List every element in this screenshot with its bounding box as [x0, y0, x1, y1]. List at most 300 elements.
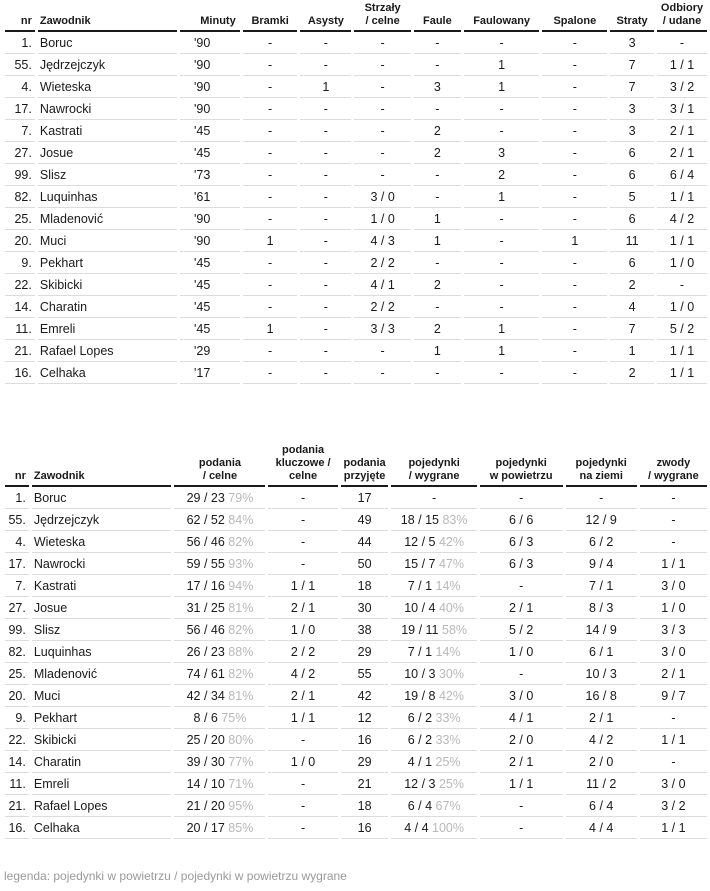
- cell-fouled: 1: [464, 54, 540, 76]
- cell-recoveries: 6 / 4: [657, 164, 707, 186]
- cell-duels: [391, 619, 476, 641]
- duels-percent: 14%: [435, 644, 461, 659]
- cell-nr: 82.: [5, 186, 35, 208]
- cell-dribbles: 1 / 1: [640, 729, 707, 751]
- cell-nr: 82.: [5, 641, 29, 663]
- cell-duels: [391, 817, 476, 839]
- cell-offsides: -: [542, 76, 607, 98]
- cell-fouled: -: [464, 296, 540, 318]
- cell-recoveries: 4 / 2: [657, 208, 707, 230]
- table-row: [5, 274, 707, 296]
- cell-dribbles: 2 / 1: [640, 663, 707, 685]
- cell-goals: -: [243, 164, 298, 186]
- cell-minutes: '90: [180, 98, 240, 120]
- cell-passes: [174, 795, 265, 817]
- cell-shots: -: [354, 164, 411, 186]
- cell-shots: -: [354, 32, 411, 54]
- cell-player: Wieteska: [32, 531, 172, 553]
- cell-recoveries: 1 / 1: [657, 230, 707, 252]
- cell-aerial-duels: -: [480, 817, 563, 839]
- cell-nr: 4.: [5, 76, 35, 98]
- col-header-player: Zawodnik: [38, 2, 177, 32]
- cell-ground-duels: 9 / 4: [566, 553, 637, 575]
- cell-aerial-duels: 3 / 0: [480, 685, 563, 707]
- cell-losses: 7: [610, 76, 654, 98]
- col-header-player: Zawodnik: [32, 444, 172, 487]
- table-row: [5, 362, 707, 384]
- cell-nr: 21.: [5, 795, 29, 817]
- cell-offsides: -: [542, 186, 607, 208]
- cell-fouls: 2: [414, 120, 461, 142]
- cell-nr: 9.: [5, 252, 35, 274]
- cell-offsides: -: [542, 120, 607, 142]
- passes-percent: 77%: [228, 754, 254, 769]
- cell-goals: -: [243, 296, 298, 318]
- cell-goals: -: [243, 98, 298, 120]
- cell-dribbles: -: [640, 751, 707, 773]
- cell-passes: [174, 773, 265, 795]
- cell-received: 29: [341, 751, 389, 773]
- cell-offsides: -: [542, 274, 607, 296]
- cell-aerial-duels: 6 / 3: [480, 553, 563, 575]
- duels-value: 4 / 4: [404, 820, 429, 835]
- passes-percent: 93%: [228, 556, 254, 571]
- cell-player: Rafael Lopes: [32, 795, 172, 817]
- table-row: [5, 76, 707, 98]
- cell-dribbles: -: [640, 531, 707, 553]
- cell-losses: 3: [610, 32, 654, 54]
- cell-aerial-duels: 6 / 3: [480, 531, 563, 553]
- col-header-goals: Bramki: [243, 2, 298, 32]
- col-header-nr: nr: [5, 444, 29, 487]
- cell-shots: 3 / 0: [354, 186, 411, 208]
- cell-duels: [391, 509, 476, 531]
- cell-dribbles: 1 / 1: [640, 553, 707, 575]
- table-row: [5, 164, 707, 186]
- cell-offsides: -: [542, 54, 607, 76]
- passes-value: 8 / 6: [193, 710, 218, 725]
- duels-percent: 30%: [438, 666, 465, 681]
- duels-percent: 33%: [435, 732, 461, 747]
- cell-losses: 6: [610, 164, 654, 186]
- cell-losses: 11: [610, 230, 654, 252]
- cell-nr: 55.: [5, 509, 29, 531]
- table-row: [5, 531, 707, 553]
- cell-key-passes: 2 / 1: [268, 597, 337, 619]
- cell-nr: 17.: [5, 553, 29, 575]
- table-row: [5, 773, 707, 795]
- cell-player: Celhaka: [32, 817, 172, 839]
- cell-ground-duels: 14 / 9: [566, 619, 637, 641]
- cell-fouled: -: [464, 274, 540, 296]
- cell-fouls: 1: [414, 230, 461, 252]
- passes-percent: 75%: [221, 710, 247, 725]
- cell-dribbles: 3 / 3: [640, 619, 707, 641]
- cell-assists: -: [300, 142, 351, 164]
- passes-value: 29 / 23: [186, 490, 225, 505]
- duels-value: 12 / 3: [404, 776, 436, 791]
- cell-fouls: 1: [414, 208, 461, 230]
- cell-nr: 16.: [5, 362, 35, 384]
- cell-offsides: -: [542, 340, 607, 362]
- cell-passes: [174, 729, 265, 751]
- cell-nr: 16.: [5, 817, 29, 839]
- cell-aerial-duels: -: [480, 663, 563, 685]
- cell-minutes: '90: [180, 208, 240, 230]
- cell-nr: 17.: [5, 98, 35, 120]
- col-header-shots: Strzały / celne: [354, 2, 411, 32]
- cell-player: Muci: [38, 230, 177, 252]
- passes-percent: 82%: [228, 666, 254, 681]
- cell-shots: -: [354, 120, 411, 142]
- cell-player: Nawrocki: [38, 98, 177, 120]
- cell-aerial-duels: 5 / 2: [480, 619, 563, 641]
- cell-fouls: -: [414, 362, 461, 384]
- table-row: [5, 729, 707, 751]
- passes-value: 26 / 23: [186, 644, 225, 659]
- cell-nr: 14.: [5, 751, 29, 773]
- col-header-aerial-duels: pojedynki w powietrzu: [480, 444, 563, 487]
- cell-player: Emreli: [32, 773, 172, 795]
- cell-player: Josue: [38, 142, 177, 164]
- passes-percent: 85%: [228, 820, 254, 835]
- col-header-recoveries: Odbiory / udane: [657, 2, 707, 32]
- cell-losses: 6: [610, 208, 654, 230]
- cell-losses: 7: [610, 54, 654, 76]
- cell-fouled: -: [464, 98, 540, 120]
- cell-shots: 2 / 2: [354, 252, 411, 274]
- cell-ground-duels: 11 / 2: [566, 773, 637, 795]
- cell-fouled: 1: [464, 186, 540, 208]
- cell-player: Charatin: [38, 296, 177, 318]
- cell-passes: [174, 685, 265, 707]
- passes-value: 42 / 34: [186, 688, 225, 703]
- table-row: [5, 296, 707, 318]
- cell-nr: 1.: [5, 32, 35, 54]
- passes-value: 17 / 16: [186, 578, 225, 593]
- cell-offsides: -: [542, 164, 607, 186]
- duels-value: 10 / 3: [404, 666, 436, 681]
- col-header-offsides: Spalone: [542, 2, 607, 32]
- cell-passes: [174, 575, 265, 597]
- cell-nr: 7.: [5, 120, 35, 142]
- table-row: [5, 252, 707, 274]
- cell-goals: -: [243, 54, 298, 76]
- duels-value: 6 / 2: [407, 710, 433, 725]
- cell-passes: [174, 663, 265, 685]
- cell-player: Emreli: [38, 318, 177, 340]
- cell-player: Skibicki: [32, 729, 172, 751]
- cell-assists: -: [300, 186, 351, 208]
- cell-nr: 21.: [5, 340, 35, 362]
- cell-dribbles: -: [640, 487, 707, 509]
- table-row: [5, 597, 707, 619]
- cell-minutes: '90: [180, 76, 240, 98]
- cell-assists: -: [300, 120, 351, 142]
- duels-value: 7 / 1: [407, 578, 433, 593]
- cell-goals: -: [243, 340, 298, 362]
- cell-nr: 1.: [5, 487, 29, 509]
- cell-ground-duels: 7 / 1: [566, 575, 637, 597]
- legend-note: legenda: pojedynki w powietrzu / pojedynki w powietrzu wygrane: [4, 869, 347, 883]
- cell-ground-duels: 4 / 4: [566, 817, 637, 839]
- cell-duels: [391, 641, 476, 663]
- cell-nr: 22.: [5, 729, 29, 751]
- cell-duels: [391, 795, 476, 817]
- cell-goals: -: [243, 274, 298, 296]
- cell-goals: -: [243, 208, 298, 230]
- table-row: [5, 641, 707, 663]
- cell-nr: 11.: [5, 773, 29, 795]
- cell-fouls: 2: [414, 274, 461, 296]
- cell-assists: -: [300, 54, 351, 76]
- cell-key-passes: 1 / 1: [268, 707, 337, 729]
- cell-recoveries: 1 / 0: [657, 296, 707, 318]
- cell-passes: [174, 509, 265, 531]
- table-row: [5, 795, 707, 817]
- cell-fouled: 3: [464, 142, 540, 164]
- cell-minutes: '90: [180, 230, 240, 252]
- duels-percent: 42%: [438, 688, 465, 703]
- passes-value: 39 / 30: [186, 754, 225, 769]
- cell-passes: [174, 553, 265, 575]
- col-header-losses: Straty: [610, 2, 654, 32]
- cell-shots: -: [354, 76, 411, 98]
- cell-aerial-duels: -: [480, 487, 563, 509]
- cell-goals: 1: [243, 318, 298, 340]
- cell-recoveries: 3 / 2: [657, 76, 707, 98]
- cell-aerial-duels: 1 / 1: [480, 773, 563, 795]
- cell-nr: 20.: [5, 230, 35, 252]
- cell-nr: 55.: [5, 54, 35, 76]
- cell-assists: -: [300, 32, 351, 54]
- cell-player: Celhaka: [38, 362, 177, 384]
- cell-received: 17: [341, 487, 389, 509]
- cell-ground-duels: 4 / 2: [566, 729, 637, 751]
- cell-shots: 4 / 1: [354, 274, 411, 296]
- cell-recoveries: 3 / 1: [657, 98, 707, 120]
- cell-nr: 20.: [5, 685, 29, 707]
- cell-received: 49: [341, 509, 389, 531]
- cell-player: Pekhart: [32, 707, 172, 729]
- duels-value: 10 / 4: [404, 600, 436, 615]
- cell-fouled: -: [464, 208, 540, 230]
- cell-player: Boruc: [38, 32, 177, 54]
- passes-percent: 84%: [228, 512, 254, 527]
- cell-nr: 25.: [5, 663, 29, 685]
- cell-offsides: -: [542, 362, 607, 384]
- duels-percent: 40%: [438, 600, 465, 615]
- cell-duels: [391, 663, 476, 685]
- table-row: [5, 553, 707, 575]
- table-row: [5, 487, 707, 509]
- table-row: [5, 707, 707, 729]
- cell-assists: 1: [300, 76, 351, 98]
- cell-goals: -: [243, 186, 298, 208]
- passes-percent: 71%: [228, 776, 254, 791]
- cell-offsides: -: [542, 142, 607, 164]
- cell-offsides: -: [542, 252, 607, 274]
- cell-player: Luquinhas: [38, 186, 177, 208]
- cell-fouls: 2: [414, 142, 461, 164]
- cell-player: Muci: [32, 685, 172, 707]
- cell-ground-duels: -: [566, 487, 637, 509]
- table-row: [5, 575, 707, 597]
- passes-value: 56 / 46: [186, 534, 225, 549]
- table-row: [5, 751, 707, 773]
- cell-losses: 5: [610, 186, 654, 208]
- cell-shots: -: [354, 142, 411, 164]
- cell-fouls: 3: [414, 76, 461, 98]
- col-header-fouled: Faulowany: [464, 2, 540, 32]
- cell-assists: -: [300, 230, 351, 252]
- cell-dribbles: -: [640, 707, 707, 729]
- cell-minutes: '45: [180, 252, 240, 274]
- cell-received: 16: [341, 729, 389, 751]
- cell-passes: [174, 641, 265, 663]
- col-header-passes: podania / celne: [174, 444, 265, 487]
- cell-duels: [391, 729, 476, 751]
- cell-aerial-duels: 2 / 1: [480, 597, 563, 619]
- cell-fouls: -: [414, 164, 461, 186]
- table-row: [5, 619, 707, 641]
- cell-goals: -: [243, 142, 298, 164]
- cell-nr: 99.: [5, 164, 35, 186]
- cell-recoveries: 2 / 1: [657, 142, 707, 164]
- cell-player: Boruc: [32, 487, 172, 509]
- cell-received: 18: [341, 795, 389, 817]
- cell-assists: -: [300, 274, 351, 296]
- passing-duels-table: [2, 444, 710, 839]
- cell-key-passes: -: [268, 531, 337, 553]
- cell-player: Pekhart: [38, 252, 177, 274]
- col-header-nr: nr: [5, 2, 35, 32]
- cell-dribbles: 1 / 0: [640, 597, 707, 619]
- cell-player: Slisz: [32, 619, 172, 641]
- cell-key-passes: -: [268, 795, 337, 817]
- cell-received: 30: [341, 597, 389, 619]
- cell-nr: 99.: [5, 619, 29, 641]
- cell-shots: 3 / 3: [354, 318, 411, 340]
- passes-value: 14 / 10: [186, 776, 225, 791]
- cell-assists: -: [300, 164, 351, 186]
- cell-minutes: '45: [180, 318, 240, 340]
- cell-goals: -: [243, 32, 298, 54]
- cell-nr: 7.: [5, 575, 29, 597]
- col-header-assists: Asysty: [300, 2, 351, 32]
- cell-shots: -: [354, 362, 411, 384]
- cell-fouls: 2: [414, 318, 461, 340]
- cell-losses: 3: [610, 120, 654, 142]
- cell-fouls: -: [414, 296, 461, 318]
- cell-dribbles: 3 / 0: [640, 575, 707, 597]
- col-header-received: podania przyjęte: [341, 444, 389, 487]
- cell-player: Jędrzejczyk: [32, 509, 172, 531]
- cell-nr: 27.: [5, 142, 35, 164]
- cell-minutes: '45: [180, 296, 240, 318]
- cell-assists: -: [300, 318, 351, 340]
- cell-nr: 11.: [5, 318, 35, 340]
- cell-dribbles: 3 / 2: [640, 795, 707, 817]
- duels-value: 4 / 1: [407, 754, 433, 769]
- duels-value: 12 / 5: [404, 534, 436, 549]
- cell-fouled: -: [464, 120, 540, 142]
- table-row: [5, 509, 707, 531]
- table-row: [5, 685, 707, 707]
- cell-duels: [391, 487, 476, 509]
- col-header-key-passes: podania kluczowe / celne: [268, 444, 337, 487]
- cell-dribbles: 3 / 0: [640, 773, 707, 795]
- passes-value: 59 / 55: [186, 556, 225, 571]
- cell-passes: [174, 751, 265, 773]
- cell-offsides: -: [542, 296, 607, 318]
- table-row: [5, 32, 707, 54]
- cell-recoveries: 1 / 1: [657, 186, 707, 208]
- cell-goals: -: [243, 362, 298, 384]
- passes-percent: 95%: [228, 798, 254, 813]
- passes-percent: 82%: [228, 622, 254, 637]
- cell-duels: [391, 553, 476, 575]
- cell-aerial-duels: 2 / 1: [480, 751, 563, 773]
- cell-nr: 27.: [5, 597, 29, 619]
- cell-passes: [174, 487, 265, 509]
- cell-shots: 2 / 2: [354, 296, 411, 318]
- cell-received: 12: [341, 707, 389, 729]
- cell-shots: 1 / 0: [354, 208, 411, 230]
- duels-percent: 83%: [442, 512, 468, 527]
- cell-dribbles: 3 / 0: [640, 641, 707, 663]
- cell-assists: -: [300, 98, 351, 120]
- duels-value: 6 / 4: [407, 798, 433, 813]
- cell-dribbles: 1 / 1: [640, 817, 707, 839]
- cell-aerial-duels: 1 / 0: [480, 641, 563, 663]
- cell-fouls: -: [414, 32, 461, 54]
- cell-recoveries: 1 / 1: [657, 54, 707, 76]
- cell-duels: [391, 707, 476, 729]
- cell-fouled: -: [464, 252, 540, 274]
- table-row: [5, 230, 707, 252]
- cell-player: Charatin: [32, 751, 172, 773]
- cell-key-passes: 2 / 2: [268, 641, 337, 663]
- table-row: [5, 318, 707, 340]
- cell-dribbles: -: [640, 509, 707, 531]
- cell-passes: [174, 817, 265, 839]
- table-row: [5, 208, 707, 230]
- duels-percent: 33%: [435, 710, 461, 725]
- duels-percent: 58%: [442, 622, 468, 637]
- cell-player: Jędrzejczyk: [38, 54, 177, 76]
- table-row: [5, 142, 707, 164]
- cell-received: 55: [341, 663, 389, 685]
- cell-fouled: 1: [464, 76, 540, 98]
- cell-dribbles: 9 / 7: [640, 685, 707, 707]
- cell-losses: 6: [610, 142, 654, 164]
- cell-key-passes: 1 / 1: [268, 575, 337, 597]
- cell-received: 18: [341, 575, 389, 597]
- cell-received: 42: [341, 685, 389, 707]
- cell-fouls: -: [414, 54, 461, 76]
- cell-assists: -: [300, 340, 351, 362]
- cell-recoveries: -: [657, 32, 707, 54]
- cell-player: Nawrocki: [32, 553, 172, 575]
- duels-percent: 67%: [435, 798, 461, 813]
- cell-duels: [391, 751, 476, 773]
- cell-recoveries: -: [657, 274, 707, 296]
- cell-shots: -: [354, 54, 411, 76]
- cell-losses: 1: [610, 340, 654, 362]
- cell-minutes: '29: [180, 340, 240, 362]
- cell-duels: [391, 773, 476, 795]
